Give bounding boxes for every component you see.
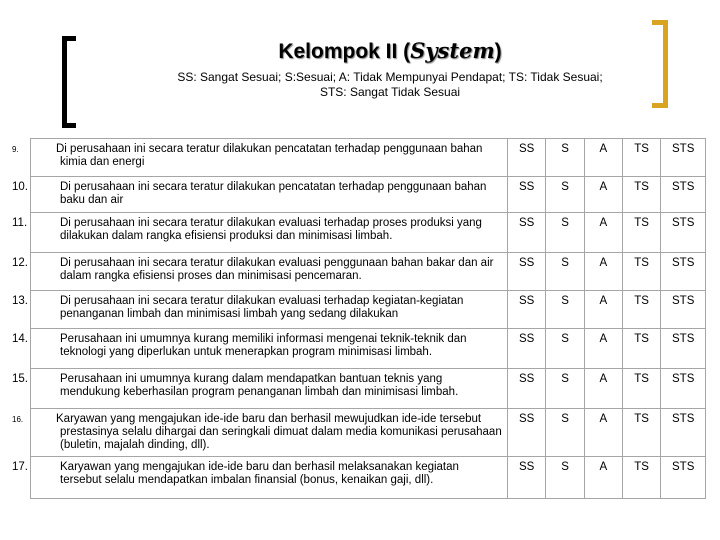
option-a[interactable]: A	[584, 329, 622, 369]
row-number: 10.	[12, 181, 28, 193]
statement-cell	[12, 457, 508, 499]
statement-cell	[12, 291, 508, 329]
option-s[interactable]: S	[546, 213, 584, 253]
option-a[interactable]: A	[584, 409, 622, 457]
legend	[120, 70, 660, 100]
statement-text: Perusahaan ini umumnya kurang dalam mendapatkan bantuan teknis yang mendukung keberhasilan program penanganan limbah dan minimisasi limbah.	[60, 373, 459, 398]
row-number: 12.	[12, 257, 28, 269]
table-row	[31, 139, 706, 177]
row-number: 14.	[12, 333, 28, 345]
table-row	[31, 329, 706, 369]
title-end: )	[494, 40, 502, 63]
table-row	[31, 409, 706, 457]
option-sts[interactable]: STS	[661, 329, 706, 369]
statement-text: Di perusahaan ini secara teratur dilakukan evaluasi terhadap kegiatan-kegiatan penanganan limbah dan minimisasi limbah yang sedang dilakukan	[60, 295, 464, 320]
option-ss[interactable]: SS	[507, 253, 546, 291]
option-a[interactable]: A	[584, 177, 622, 213]
option-s[interactable]: S	[546, 177, 584, 213]
option-ts[interactable]: TS	[622, 329, 661, 369]
option-ts[interactable]: TS	[622, 457, 661, 499]
option-a[interactable]: A	[584, 253, 622, 291]
statement-text: Di perusahaan ini secara teratur dilakukan pencatatan terhadap penggunaan bahan kimia dan energi	[56, 143, 483, 168]
option-ss[interactable]: SS	[507, 139, 546, 177]
option-sts[interactable]: STS	[661, 139, 706, 177]
option-s[interactable]: S	[546, 369, 584, 409]
row-number: 11.	[12, 217, 28, 229]
option-sts[interactable]: STS	[661, 291, 706, 329]
option-ts[interactable]: TS	[622, 253, 661, 291]
option-a[interactable]: A	[584, 139, 622, 177]
option-ss[interactable]: SS	[507, 213, 546, 253]
statement-cell	[12, 253, 508, 291]
option-s[interactable]: S	[546, 291, 584, 329]
table-row	[31, 213, 706, 253]
option-ts[interactable]: TS	[622, 139, 661, 177]
table-row	[31, 457, 706, 499]
statement-text: Karyawan yang mengajukan ide-ide baru dan berhasil melaksanakan kegiatan tersebut selalu mendapatkan imbalan finansial (bonus, kenaikan gaji, dll).	[60, 461, 459, 486]
option-ts[interactable]: TS	[622, 213, 661, 253]
statement-cell	[12, 177, 508, 213]
option-s[interactable]: S	[546, 457, 584, 499]
table-row	[31, 369, 706, 409]
row-number: 16.	[12, 415, 24, 424]
row-number: 9.	[12, 145, 19, 154]
legend-line-1: SS: Sangat Sesuai; S:Sesuai; A: Tidak Mempunyai Pendapat; TS: Tidak Sesuai;	[177, 70, 603, 84]
option-s[interactable]: S	[546, 409, 584, 457]
statement-text: Perusahaan ini umumnya kurang memiliki informasi mengenai teknik-teknik dan teknologi yang diperlukan untuk menerapkan program minimisasi limbah.	[60, 333, 467, 358]
option-sts[interactable]: STS	[661, 457, 706, 499]
questionnaire-table	[12, 138, 706, 499]
option-ss[interactable]: SS	[507, 369, 546, 409]
statement-cell	[12, 139, 508, 177]
title-italic: System	[410, 38, 495, 63]
statement-text: Di perusahaan ini secara teratur dilakukan evaluasi penggunaan bahan bakar dan air dalam rangka efisiensi proses dan minimisasi pencemaran.	[60, 257, 494, 282]
page-title	[0, 38, 720, 64]
statement-cell	[12, 369, 508, 409]
row-number: 13.	[12, 295, 28, 307]
option-a[interactable]: A	[584, 213, 622, 253]
option-ts[interactable]: TS	[622, 409, 661, 457]
option-ss[interactable]: SS	[507, 291, 546, 329]
option-sts[interactable]: STS	[661, 409, 706, 457]
option-ss[interactable]: SS	[507, 409, 546, 457]
option-ss[interactable]: SS	[507, 457, 546, 499]
option-s[interactable]: S	[546, 139, 584, 177]
row-number: 15.	[12, 373, 28, 385]
option-ss[interactable]: SS	[507, 329, 546, 369]
statement-cell	[12, 329, 508, 369]
option-a[interactable]: A	[584, 291, 622, 329]
option-ts[interactable]: TS	[622, 291, 661, 329]
table-row	[31, 291, 706, 329]
statement-text: Di perusahaan ini secara teratur dilakukan pencatatan terhadap penggunaan bahan baku dan air	[60, 181, 487, 206]
option-s[interactable]: S	[546, 253, 584, 291]
option-a[interactable]: A	[584, 457, 622, 499]
legend-line-2: STS: Sangat Tidak Sesuai	[319, 85, 461, 99]
table-row	[31, 177, 706, 213]
option-ts[interactable]: TS	[622, 369, 661, 409]
statement-text: Karyawan yang mengajukan ide-ide baru dan berhasil mewujudkan ide-ide tersebut prestasinya selalu dihargai dan seringkali dimuat dalam media komunikasi perusahaan (buletin, majalah dinding, dll).	[56, 413, 502, 451]
option-ts[interactable]: TS	[622, 177, 661, 213]
title-main: Kelompok II (	[278, 40, 411, 63]
statement-cell	[12, 213, 508, 253]
row-number: 17.	[12, 461, 28, 473]
option-sts[interactable]: STS	[661, 369, 706, 409]
option-a[interactable]: A	[584, 369, 622, 409]
statement-text: Di perusahaan ini secara teratur dilakukan evaluasi terhadap proses produksi yang dilakukan dalam rangka efisiensi produksi dan minimisasi limbah.	[60, 217, 482, 242]
table-row	[31, 253, 706, 291]
option-s[interactable]: S	[546, 329, 584, 369]
option-sts[interactable]: STS	[661, 253, 706, 291]
option-sts[interactable]: STS	[661, 213, 706, 253]
option-ss[interactable]: SS	[507, 177, 546, 213]
statement-cell	[12, 409, 508, 457]
option-sts[interactable]: STS	[661, 177, 706, 213]
